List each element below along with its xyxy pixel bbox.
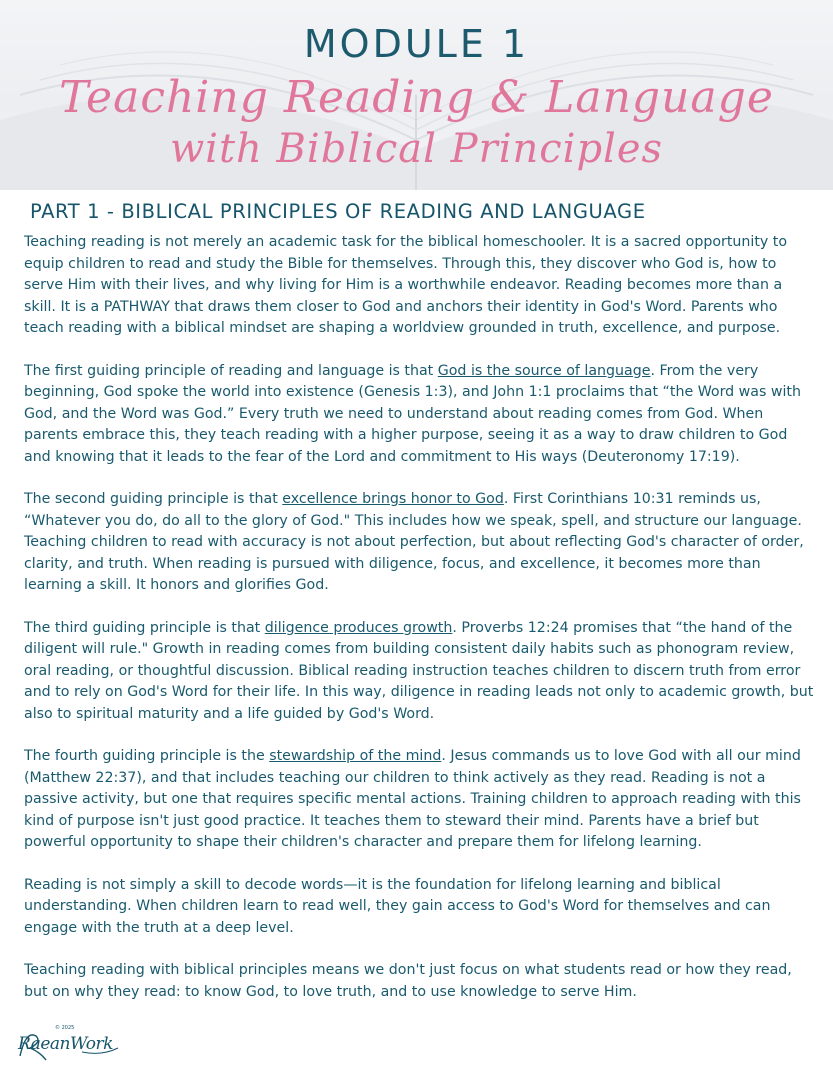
logo-wordmark: RaeanWork	[18, 1034, 113, 1054]
paragraph-text: . Jesus commands us to love God with all our mind (Matthew 22:37), and that includes teaching our children to think actively as they read. Reading is not a passive activity, but one that requires specific mental actions. Training children to approach reading with this kind of purpose isn't just good practice. It teaches them to steward their mind. Parents have a brief but powerful opportunity to shape their children's character and prepare them for lifelong learning.	[24, 748, 801, 850]
paragraph-principle-3	[24, 618, 816, 726]
paragraph-text: The fourth guiding principle is the	[24, 748, 270, 764]
principle-stewardship: stewardship of the mind	[269, 748, 442, 764]
paragraph-principle-1	[24, 361, 816, 469]
principle-source-of-language: God is the source of language	[437, 362, 651, 379]
paragraph-principle-4	[24, 746, 816, 854]
paragraph-conclusion: Teaching reading with biblical principles means we don't just focus on what students read or how they read, but on why they read: to know God, to love truth, and to use knowledge to serve Him.	[24, 962, 792, 1000]
body-content	[24, 232, 816, 1024]
script-title-line1: Teaching Reading & Language	[59, 72, 774, 123]
principle-excellence: excellence brings honor to God	[282, 491, 504, 507]
paragraph-intro: Teaching reading is not merely an academic task for the biblical homeschooler. It is a sacred opportunity to equip children to read and study the Bible for themselves. Through this, they discover who God is, how to serve Him with their lives, and why living for Him is a worthwhile endeavor. Reading becomes more than a skill. It is a PATHWAY that draws them closer to God and anchors their identity in God's Word. Parents who teach reading with a biblical mindset are shaping a worldview grounded in truth, excellence, and purpose.	[24, 234, 788, 336]
copyright-notice: © 2025	[55, 1025, 75, 1031]
script-title-line2: with Biblical Principles	[169, 126, 664, 172]
paragraph-summary: Reading is not simply a skill to decode words—it is the foundation for lifelong learning and biblical understanding. When children learn to read well, they gain access to God's Word for themselves and can engage with the truth at a deep level.	[24, 876, 771, 936]
module-title: MODULE 1	[303, 22, 530, 66]
paragraph-text: The first guiding principle of reading and language is that	[24, 362, 438, 379]
paragraph-text: The third guiding principle is that	[24, 619, 265, 636]
part-heading: PART 1 - BIBLICAL PRINCIPLES OF READING AND LANGUAGE	[30, 200, 646, 223]
paragraph-text: The second guiding principle is that	[24, 491, 283, 507]
paragraph-principle-2	[24, 489, 816, 597]
paragraph-text: . First Corinthians 10:31 reminds us, “Whatever you do, do all to the glory of God." This includes how we speak, spell, and structure our language. Teaching children to read with accuracy is not about perfection, but about reflecting God's character of order, clarity, and truth. When reading is pursued with diligence, focus, and excellence, it becomes more than learning a skill. It honors and glorifies God.	[24, 491, 804, 593]
principle-diligence: diligence produces growth	[264, 619, 453, 636]
paragraph-text: . From the very beginning, God spoke the world into existence (Genesis 1:3), and John 1:1 proclaims that “the Word was with God, and the Word was God.” Every truth we need to understand about reading comes from God. When parents embrace this, they teach reading with a higher purpose, seeing it as a way to draw children to God and knowing that it leads to the fear of the Lord and commitment to His ways (Deuteronomy 17:19).	[24, 362, 801, 465]
paragraph-text: . Proverbs 12:24 promises that “the hand of the diligent will rule." Growth in reading comes from building consistent daily habits such as phonogram review, oral reading, or thoughtful discussion. Biblical reading instruction teaches children to discern truth from error and to rely on God's Word for their life. In this way, diligence in reading leads not only to academic growth, but also to spiritual maturity and a life guided by God's Word.	[24, 619, 814, 722]
page-header	[0, 0, 833, 190]
